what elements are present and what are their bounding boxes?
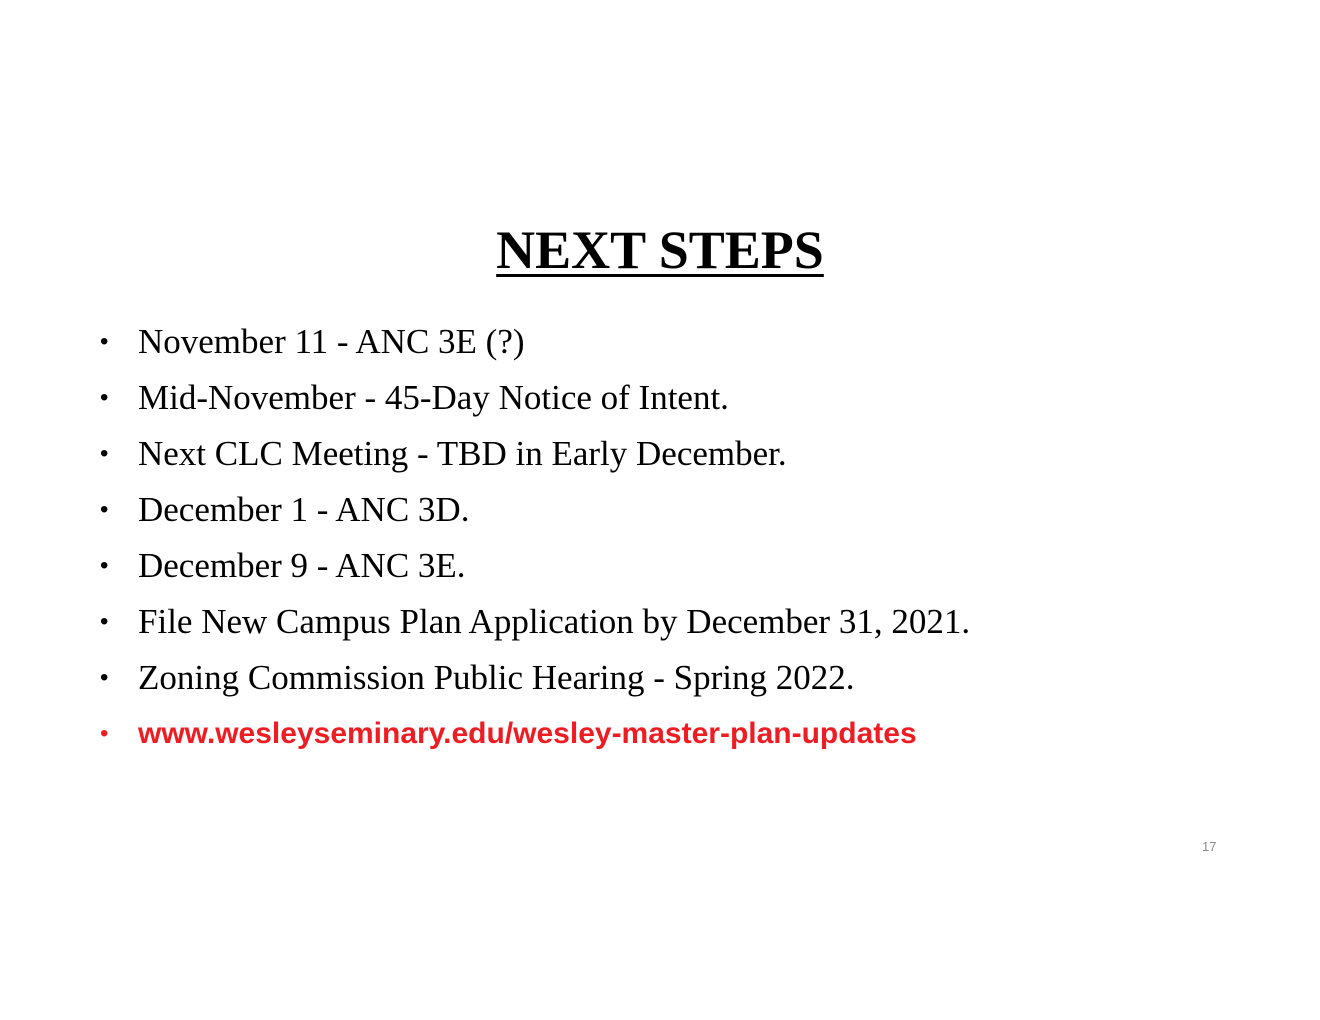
list-item-text: Next CLC Meeting - TBD in Early December. bbox=[138, 434, 787, 473]
bullet-icon: • bbox=[100, 720, 109, 747]
list-item-text: Mid-November - 45-Day Notice of Intent. bbox=[138, 378, 729, 417]
list-item bbox=[100, 594, 970, 650]
list-item-link bbox=[100, 706, 970, 762]
bullet-icon: • bbox=[100, 328, 109, 355]
list-item bbox=[100, 314, 970, 370]
bullet-icon: • bbox=[100, 440, 109, 467]
list-item-text: File New Campus Plan Application by December 31, 2021. bbox=[138, 602, 971, 641]
bullet-icon: • bbox=[100, 552, 109, 579]
bullet-list bbox=[100, 314, 970, 762]
list-item-text: November 11 - ANC 3E (?) bbox=[138, 322, 525, 361]
list-item bbox=[100, 426, 970, 482]
list-item bbox=[100, 538, 970, 594]
slide-title bbox=[0, 216, 1320, 284]
bullet-icon: • bbox=[100, 496, 109, 523]
page-number: 17 bbox=[1202, 839, 1217, 854]
list-item-text: December 1 - ANC 3D. bbox=[138, 490, 470, 529]
bullet-icon: • bbox=[100, 384, 109, 411]
list-item-text: December 9 - ANC 3E. bbox=[138, 546, 466, 585]
list-item bbox=[100, 482, 970, 538]
bullet-icon: • bbox=[100, 608, 109, 635]
list-item bbox=[100, 370, 970, 426]
list-item bbox=[100, 650, 970, 706]
bullet-icon: • bbox=[100, 664, 109, 691]
master-plan-updates-link[interactable]: www.wesleyseminary.edu/wesley-master-plan-updates bbox=[138, 717, 917, 750]
list-item-text: Zoning Commission Public Hearing - Spring 2022. bbox=[138, 658, 855, 697]
slide-title-text: NEXT STEPS bbox=[496, 220, 824, 280]
